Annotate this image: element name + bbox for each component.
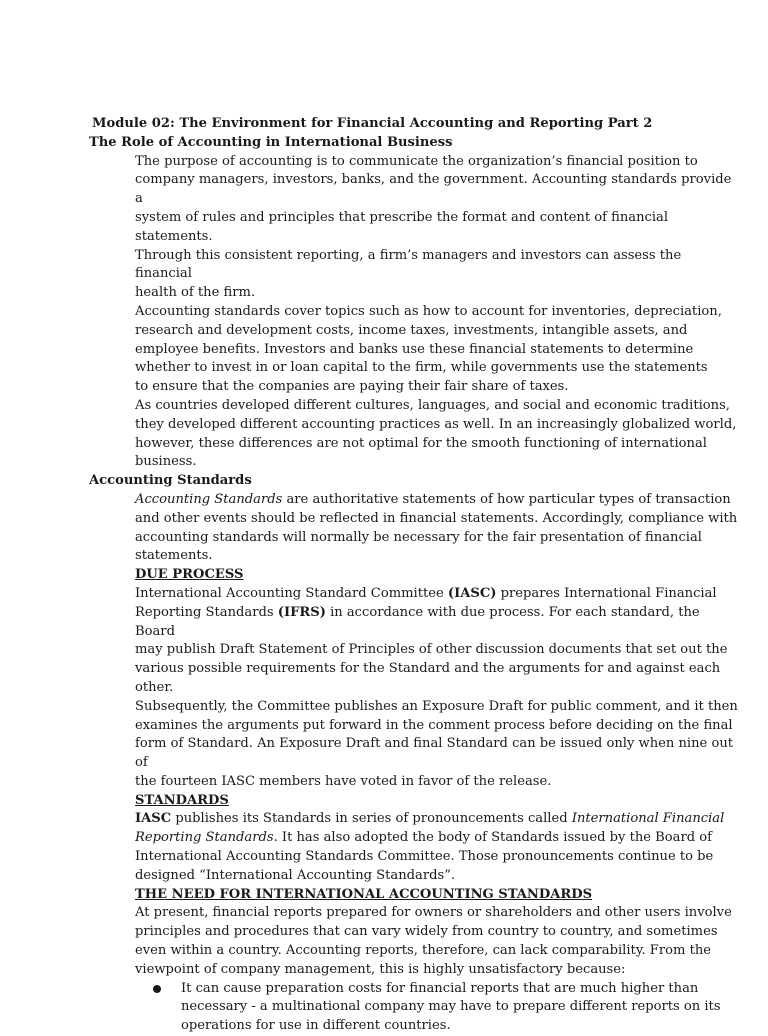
text-line: other. [135, 679, 174, 695]
text-line: examines the arguments put forward in the comment process before deciding on the final [135, 717, 733, 733]
module-title: Module 02: The Environment for Financial Accounting and Reporting Part 2 [92, 116, 653, 131]
heading-accounting-standards: Accounting Standards [89, 473, 252, 489]
bold-term-ifrs: (IFRS) [277, 604, 326, 620]
text-span: International Accounting Standard Committee [135, 585, 448, 601]
text-line [135, 491, 739, 510]
text-span: Reporting Standards [135, 604, 278, 620]
list-item [135, 980, 739, 1036]
text-line [135, 585, 739, 604]
text-line: to ensure that the companies are paying their fair share of taxes. [135, 379, 569, 395]
subheading-need-for-standards: THE NEED FOR INTERNATIONAL ACCOUNTING STANDARDS [135, 886, 593, 902]
text-span: . It has also adopted the body of Standards issued by the Board of [273, 830, 713, 846]
text-line: research and development costs, income taxes, investments, intangible assets, and [135, 322, 688, 338]
text-line: form of Standard. An Exposure Draft and final Standard can be issued only when nine out of [135, 736, 734, 771]
text-line: designed “International Accounting Standards”. [135, 867, 456, 883]
text-line: business. [135, 454, 197, 470]
text-span: are authoritative statements of how particular types of transaction [282, 491, 731, 507]
text-line: however, these differences are not optimal for the smooth functioning of international [135, 435, 707, 451]
subheading-standards: STANDARDS [135, 792, 229, 808]
text-line: they developed different accounting practices as well. In an increasingly globalized world, [135, 416, 737, 432]
text-line [135, 604, 739, 642]
text-line: may publish Draft Statement of Principles of other discussion documents that set out the [135, 642, 728, 658]
bullet-icon [135, 980, 181, 1036]
text-line: whether to invest in or loan capital to the firm, while governments use the statements [135, 360, 708, 376]
bold-term-iasc: (IASC) [447, 585, 497, 601]
list-item-text [181, 980, 739, 1036]
italic-term: International Financial [571, 811, 725, 827]
text-line: It can cause preparation costs for financial reports that are much higher than [181, 980, 699, 996]
text-line: operations for use in different countries. [181, 1018, 451, 1034]
italic-term: Reporting Standards [135, 830, 274, 846]
italic-term: Accounting Standards [135, 491, 283, 507]
text-line: accounting standards will normally be necessary for the fair presentation of financial [135, 529, 702, 545]
text-line: company managers, investors, banks, and the government. Accounting standards provide a [135, 172, 732, 207]
text-line: employee benefits. Investors and banks use these financial statements to determine [135, 341, 694, 357]
heading-role-of-accounting: The Role of Accounting in International Business [89, 134, 453, 150]
text-line [135, 829, 739, 848]
text-line: At present, financial reports prepared for owners or shareholders and other users involve [135, 905, 732, 921]
text-line: viewpoint of company management, this is highly unsatisfactory because: [135, 961, 626, 977]
text-span: publishes its Standards in series of pronouncements called [171, 811, 572, 827]
text-span: prepares International Financial [496, 585, 717, 601]
bold-term-iasc: IASC [135, 811, 172, 827]
document-body [89, 115, 739, 1036]
text-line: principles and procedures that can vary widely from country to country, and sometimes [135, 924, 718, 940]
text-line: As countries developed different cultures, languages, and social and economic traditions, [135, 397, 730, 413]
text-line [135, 810, 739, 829]
text-line: system of rules and principles that prescribe the format and content of financial statements. [135, 209, 669, 244]
text-line: and other events should be reflected in financial statements. Accordingly, compliance with [135, 510, 738, 526]
text-line: Through this consistent reporting, a firm’s managers and investors can assess the financial [135, 247, 682, 282]
text-line: Subsequently, the Committee publishes an Exposure Draft for public comment, and it then [135, 698, 738, 714]
text-line: various possible requirements for the Standard and the arguments for and against each [135, 661, 721, 677]
text-line: health of the firm. [135, 285, 256, 301]
text-line: the fourteen IASC members have voted in favor of the release. [135, 773, 552, 789]
text-line: necessary - a multinational company may have to prepare different reports on its [181, 999, 721, 1015]
subheading-due-process: DUE PROCESS [135, 567, 244, 583]
text-line: International Accounting Standards Committee. Those pronouncements continue to be [135, 849, 714, 865]
text-span: in accordance with due process. For each standard, the Board [135, 604, 700, 639]
text-line: The purpose of accounting is to communicate the organization’s financial position to [135, 153, 698, 169]
text-line: even within a country. Accounting reports, therefore, can lack comparability. From the [135, 943, 712, 959]
text-line: statements. [135, 548, 213, 564]
text-line: Accounting standards cover topics such as how to account for inventories, depreciation, [135, 303, 722, 319]
